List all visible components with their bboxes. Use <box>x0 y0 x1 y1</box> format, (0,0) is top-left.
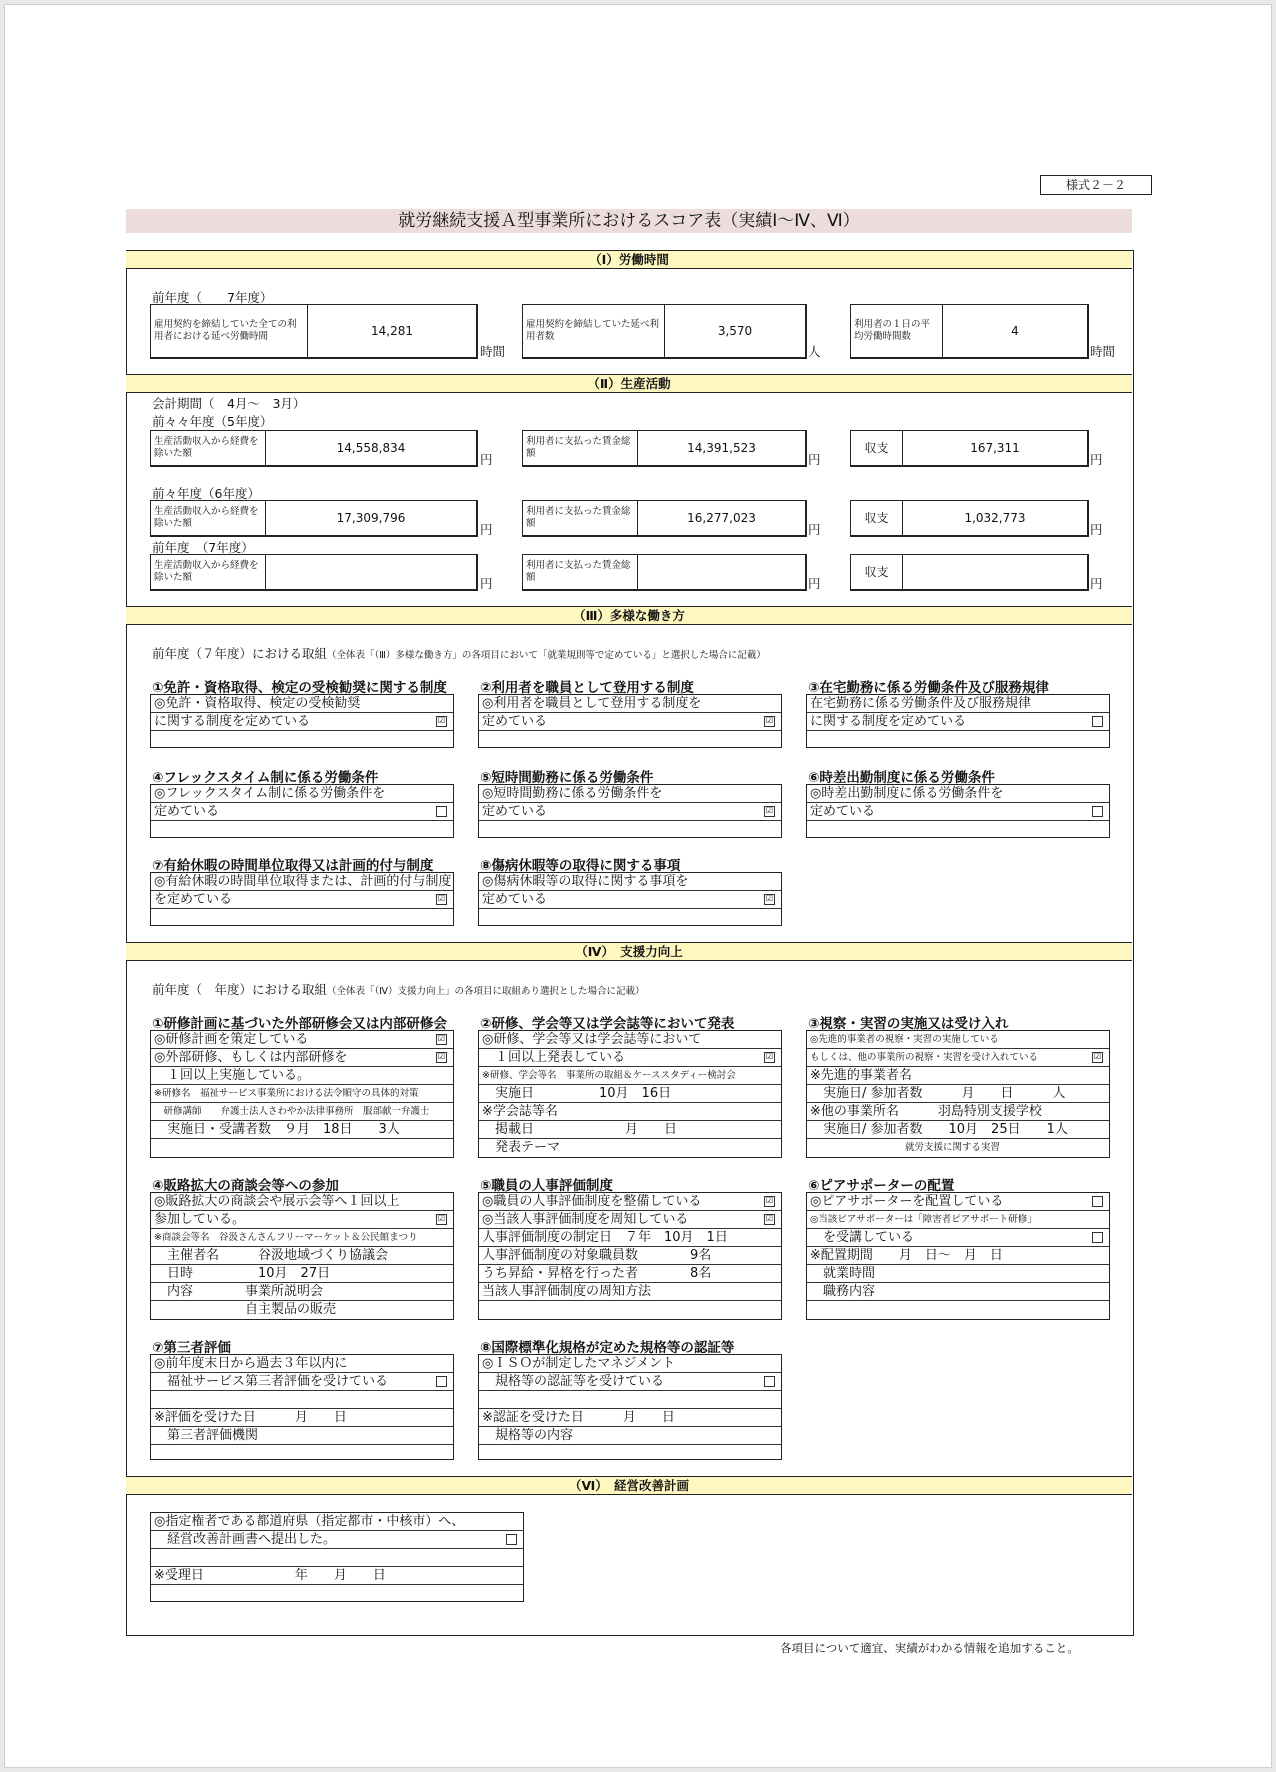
support-line: ※商談会等名 谷汲さんさんフリーマーケット＆公民館まつり <box>151 1229 453 1247</box>
diverse-item-title: ④フレックスタイム制に係る労働条件 <box>152 770 379 786</box>
diverse-item-title: ⑦有給休暇の時間単位取得又は計画的付与制度 <box>152 858 434 874</box>
checkbox[interactable] <box>506 1534 517 1545</box>
production-income-box <box>150 500 478 537</box>
support-item-title: ①研修計画に基づいた外部研修会又は内部研修会 <box>152 1016 447 1032</box>
production-unit: 円 <box>1090 522 1103 537</box>
diverse-item-line-2 <box>807 713 1109 731</box>
support-note: （全体表「（Ⅳ）支援力向上」の各項目に取組あり選択とした場合に記載） <box>327 986 645 997</box>
improvement-line <box>151 1549 523 1567</box>
support-line-text: を受講している <box>810 1230 915 1245</box>
production-wage-value <box>638 555 805 589</box>
diverse-item-text: を定めている <box>154 892 233 907</box>
diverse-item-box <box>478 872 782 926</box>
support-line <box>151 1211 453 1229</box>
diverse-item-box <box>150 694 454 748</box>
production-balance-value: 1,032,773 <box>964 511 1026 525</box>
production-wage-box <box>522 554 807 591</box>
support-line <box>479 1373 781 1391</box>
support-line-text: ◎研修計画を策定している <box>154 1032 309 1047</box>
support-item-box <box>150 1354 454 1460</box>
checkbox[interactable]: ☑ <box>765 1052 774 1061</box>
checkbox[interactable]: ☑ <box>765 716 774 725</box>
diverse-intro-text: 前年度（７年度）における取組 <box>152 646 328 661</box>
support-line: ◎販路拡大の商談会や展示会等へ１回以上 <box>151 1193 453 1211</box>
support-item-title: ⑥ピアサポーターの配置 <box>808 1178 955 1194</box>
diverse-item-box <box>806 694 1110 748</box>
diverse-item-box <box>150 784 454 838</box>
diverse-intro <box>152 644 766 662</box>
diverse-item-line: ◎有給休暇の時間単位取得または、計画的付与制度 <box>151 873 453 891</box>
support-line: ※先進的事業者名 <box>807 1067 1109 1085</box>
support-line: １回以上実施している。 <box>151 1067 453 1085</box>
support-line: 人事評価制度の対象職員数 9名 <box>479 1247 781 1265</box>
support-item-title: ④販路拡大の商談会等への参加 <box>152 1178 339 1194</box>
checkbox[interactable]: ☑ <box>765 1196 774 1205</box>
production-row-year: 前々年度（6年度） <box>152 486 260 501</box>
diverse-item-line-2 <box>151 713 453 731</box>
form-number: 様式２－２ <box>1040 175 1152 195</box>
production-income-label: 生産活動収入から経費を除いた額 <box>151 431 266 465</box>
diverse-item-title: ⑥時差出勤制度に係る労働条件 <box>808 770 995 786</box>
support-line: 日時 10月 27日 <box>151 1265 453 1283</box>
production-wage-label: 利用者に支払った賃金総額 <box>523 555 638 589</box>
diverse-note: （全体表「（Ⅲ）多様な働き方」の各項目において「就業規則等で定めている」と選択した場合に記載） <box>327 650 766 661</box>
labor-users-label: 雇用契約を締結していた延べ利用者数 <box>523 305 665 357</box>
checkbox[interactable]: ☑ <box>765 806 774 815</box>
support-line-text: ◎外部研修、もしくは内部研修を <box>154 1050 348 1065</box>
improvement-box <box>150 1512 524 1602</box>
support-intro-text: 前年度（ 年度）における取組 <box>152 982 328 997</box>
diverse-item-title: ②利用者を職員として登用する制度 <box>480 680 694 696</box>
production-unit: 円 <box>1090 576 1103 591</box>
diverse-item-text: 定めている <box>810 804 876 819</box>
labor-avg-unit: 時間 <box>1090 344 1116 359</box>
support-line: ※他の事業所名 羽島特別支援学校 <box>807 1103 1109 1121</box>
diverse-item-title: ⑧傷病休暇等の取得に関する事項 <box>480 858 681 874</box>
production-balance-label: 収支 <box>851 431 903 465</box>
labor-users-box <box>522 304 807 359</box>
support-line: 実施日 10月 16日 <box>479 1085 781 1103</box>
support-line: 自主製品の販売 <box>154 1302 337 1317</box>
support-line-text: １回以上発表している <box>482 1050 626 1065</box>
support-line <box>807 1229 1109 1247</box>
diverse-item-box <box>150 872 454 926</box>
labor-avg-label: 利用者の１日の平均労働時間数 <box>851 305 943 357</box>
checkbox[interactable] <box>1092 1196 1103 1207</box>
production-income-label: 生産活動収入から経費を除いた額 <box>151 501 266 535</box>
production-wage-box <box>522 500 807 537</box>
labor-users-unit: 人 <box>808 344 821 359</box>
diverse-item-text: 定めている <box>482 804 548 819</box>
support-item-box <box>478 1192 782 1320</box>
diverse-item-text: 定めている <box>154 804 220 819</box>
support-line-text: 参加している。 <box>154 1212 246 1227</box>
diverse-item-box <box>806 784 1110 838</box>
diverse-item-line: ◎免許・資格取得、検定の受検勧奨 <box>151 695 453 713</box>
production-row-year: 前年度 （7年度） <box>152 540 254 555</box>
diverse-item-line: ◎利用者を職員として登用する制度を <box>479 695 781 713</box>
improvement-line: ◎指定権者である都道府県（指定都市・中核市）へ、 <box>151 1513 523 1531</box>
support-item-title: ③視察・実習の実施又は受け入れ <box>808 1016 1009 1032</box>
support-line: 発表テーマ <box>482 1140 561 1155</box>
diverse-item-title: ③在宅勤務に係る労働条件及び服務規律 <box>808 680 1049 696</box>
checkbox[interactable]: ☑ <box>765 894 774 903</box>
production-row-year: 前々々年度（5年度） <box>152 414 273 429</box>
support-line-text: ◎職員の人事評価制度を整備している <box>482 1194 702 1209</box>
production-balance-value <box>903 555 1087 589</box>
checkbox[interactable]: ☑ <box>765 1214 774 1223</box>
support-line: ※研修名 福祉サービス事業所における法令順守の具体的対策 <box>151 1085 453 1103</box>
page-title: 就労継続支援Ａ型事業所におけるスコア表（実績Ⅰ～Ⅳ、Ⅵ） <box>126 209 1132 233</box>
section-labor-header: （Ⅰ）労働時間 <box>126 250 1132 269</box>
support-line: 実施日・受講者数 ９月 18日 3人 <box>151 1121 453 1139</box>
support-line: 規格等の内容 <box>479 1427 781 1445</box>
support-line: ※配置期間 月 日～ 月 日 <box>807 1247 1109 1265</box>
production-wage-label: 利用者に支払った賃金総額 <box>523 501 638 535</box>
section-support-header: （Ⅳ） 支援力向上 <box>126 942 1132 961</box>
checkbox[interactable]: ☑ <box>437 1034 446 1043</box>
support-line: ※評価を受けた日 月 日 <box>151 1409 453 1427</box>
checkbox[interactable]: ☑ <box>437 716 446 725</box>
labor-total-hours-label: 雇用契約を締結していた全ての利用者における延べ労働時間 <box>151 305 308 357</box>
diverse-item-line: 在宅勤務に係る労働条件及び服務規律 <box>807 695 1109 713</box>
diverse-item-line: ◎短時間勤務に係る労働条件を <box>479 785 781 803</box>
diverse-item-line-2 <box>151 803 453 821</box>
support-line: ※認証を受けた日 月 日 <box>479 1409 781 1427</box>
support-line: 研修講師 弁護士法人さわやか法律事務所 服部献一弁護士 <box>151 1103 453 1121</box>
footnote: 各項目について適宜、実績がわかる情報を追加すること。 <box>780 1641 1079 1655</box>
production-income-box <box>150 554 478 591</box>
support-item-title: ②研修、学会等又は学会誌等において発表 <box>480 1016 735 1032</box>
support-line: 職務内容 <box>807 1283 1109 1301</box>
support-line: 内容 事業所説明会 <box>151 1283 453 1301</box>
checkbox[interactable] <box>436 1376 447 1387</box>
production-wage-label: 利用者に支払った賃金総額 <box>523 431 638 465</box>
improvement-line-text: 経営改善計画書へ提出した。 <box>154 1532 337 1547</box>
production-unit: 円 <box>808 576 821 591</box>
support-line-text: もしくは、他の事業所の視察・実習を受け入れている <box>810 1052 1039 1063</box>
diverse-item-line-2 <box>479 803 781 821</box>
support-item-box <box>478 1354 782 1460</box>
diverse-item-text: 定めている <box>482 714 548 729</box>
diverse-item-line-2 <box>479 713 781 731</box>
support-line <box>479 1049 781 1067</box>
support-line <box>479 1211 781 1229</box>
production-balance-box <box>850 430 1089 467</box>
support-line: 就労支援に関する実習 <box>810 1142 1001 1153</box>
production-income-value: 14,558,834 <box>336 441 406 455</box>
production-unit: 円 <box>480 522 493 537</box>
support-line-text: 規格等の認証等を受けている <box>482 1374 665 1389</box>
support-line <box>807 1193 1109 1211</box>
checkbox[interactable]: ☑ <box>437 1052 446 1061</box>
support-line: 就業時間 <box>807 1265 1109 1283</box>
diverse-item-box <box>478 694 782 748</box>
support-item-title: ⑧国際標準化規格が定めた規格等の認証等 <box>480 1340 735 1356</box>
production-balance-label: 収支 <box>851 501 903 535</box>
diverse-item-line-2 <box>479 891 781 909</box>
support-item-box <box>150 1030 454 1158</box>
diverse-item-title: ⑤短時間勤務に係る労働条件 <box>480 770 654 786</box>
support-item-box <box>806 1192 1110 1320</box>
production-income-value <box>266 555 476 589</box>
labor-avg-box <box>850 304 1089 359</box>
diverse-item-line-2 <box>151 891 453 909</box>
labor-hours-unit: 時間 <box>480 344 506 359</box>
support-line-text: 福祉サービス第三者評価を受けている <box>154 1374 389 1389</box>
diverse-item-text: に関する制度を定めている <box>810 714 967 729</box>
support-line <box>151 1049 453 1067</box>
support-line: うち昇給・昇格を行った者 8名 <box>479 1265 781 1283</box>
production-income-box <box>150 430 478 467</box>
production-income-label: 生産活動収入から経費を除いた額 <box>151 555 266 589</box>
support-line: ◎当該ピアサポーターは「障害者ピアサポート研修」 <box>807 1211 1109 1229</box>
diverse-item-box <box>478 784 782 838</box>
checkbox[interactable] <box>764 1376 775 1387</box>
diverse-item-line: ◎傷病休暇等の取得に関する事項を <box>479 873 781 891</box>
diverse-item-line-2 <box>807 803 1109 821</box>
production-wage-value: 16,277,023 <box>687 511 756 525</box>
support-item-box <box>478 1030 782 1158</box>
labor-avg-value: 4 <box>1011 324 1019 338</box>
diverse-item-text: 定めている <box>482 892 548 907</box>
checkbox[interactable]: ☑ <box>1093 1052 1102 1061</box>
diverse-item-text: に関する制度を定めている <box>154 714 311 729</box>
production-unit: 円 <box>808 452 821 467</box>
support-line <box>151 1391 453 1409</box>
production-unit: 円 <box>480 452 493 467</box>
support-line: 実施日/ 参加者数 10月 25日 1人 <box>807 1121 1109 1139</box>
support-line-text: ◎当該人事評価制度を周知している <box>482 1212 689 1227</box>
checkbox[interactable] <box>1092 716 1103 727</box>
support-item-title: ⑤職員の人事評価制度 <box>480 1178 613 1194</box>
checkbox[interactable] <box>1092 806 1103 817</box>
diverse-item-line: ◎時差出勤制度に係る労働条件を <box>807 785 1109 803</box>
checkbox[interactable] <box>1092 1232 1103 1243</box>
production-balance-label: 収支 <box>851 555 903 589</box>
section-diverse-header: （Ⅲ）多様な働き方 <box>126 606 1132 625</box>
labor-year: 前年度（ 7年度） <box>152 290 273 305</box>
labor-users-value: 3,570 <box>717 324 753 338</box>
checkbox[interactable]: ☑ <box>437 894 446 903</box>
section-improvement-header: （Ⅵ） 経営改善計画 <box>126 1476 1132 1495</box>
support-item-title: ⑦第三者評価 <box>152 1340 231 1356</box>
support-line <box>151 1373 453 1391</box>
support-line <box>479 1193 781 1211</box>
diverse-item-title: ①免許・資格取得、検定の受検勧奨に関する制度 <box>152 680 447 696</box>
labor-total-hours-box <box>150 304 478 359</box>
section-production-header: （Ⅱ）生産活動 <box>126 374 1132 393</box>
production-income-value: 17,309,796 <box>336 511 406 525</box>
support-line: ◎先進的事業者の視察・実習の実施している <box>807 1031 1109 1049</box>
support-line-text: ◎ピアサポーターを配置している <box>810 1194 1004 1209</box>
support-item-box <box>150 1192 454 1320</box>
support-item-box <box>806 1030 1110 1158</box>
support-line <box>807 1049 1109 1067</box>
checkbox[interactable] <box>436 806 447 817</box>
support-line: 当該人事評価制度の周知方法 <box>479 1283 781 1301</box>
support-line: 主催者名 谷汲地域づくり協議会 <box>151 1247 453 1265</box>
improvement-line: ※受理日 年 月 日 <box>151 1567 523 1585</box>
support-line: 実施日/ 参加者数 月 日 人 <box>807 1085 1109 1103</box>
production-unit: 円 <box>480 576 493 591</box>
checkbox[interactable]: ☑ <box>437 1214 446 1223</box>
support-line: ◎前年度末日から過去３年以内に <box>151 1355 453 1373</box>
production-balance-box <box>850 554 1089 591</box>
production-unit: 円 <box>808 522 821 537</box>
support-line: ※学会誌等名 <box>479 1103 781 1121</box>
support-line: ◎ＩＳＯが制定したマネジメント <box>479 1355 781 1373</box>
production-wage-value: 14,391,523 <box>687 441 756 455</box>
production-balance-value: 167,311 <box>970 441 1020 455</box>
support-line: 掲載日 月 日 <box>479 1121 781 1139</box>
support-intro <box>152 980 645 998</box>
production-wage-box <box>522 430 807 467</box>
support-line: ◎研修、学会等又は学会誌等において <box>479 1031 781 1049</box>
support-line <box>479 1391 781 1409</box>
diverse-item-line: ◎フレックスタイム制に係る労働条件を <box>151 785 453 803</box>
support-line: 第三者評価機関 <box>151 1427 453 1445</box>
support-line: ※研修、学会等名 事業所の取組＆ケーススタディー検討会 <box>479 1067 781 1085</box>
support-line <box>151 1031 453 1049</box>
support-line: 人事評価制度の制定日 ７年 10月 1日 <box>479 1229 781 1247</box>
production-period: 会計期間（ 4月～ 3月） <box>152 396 306 411</box>
production-balance-box <box>850 500 1089 537</box>
labor-total-hours-value: 14,281 <box>371 324 413 338</box>
production-unit: 円 <box>1090 452 1103 467</box>
improvement-line <box>151 1531 523 1549</box>
